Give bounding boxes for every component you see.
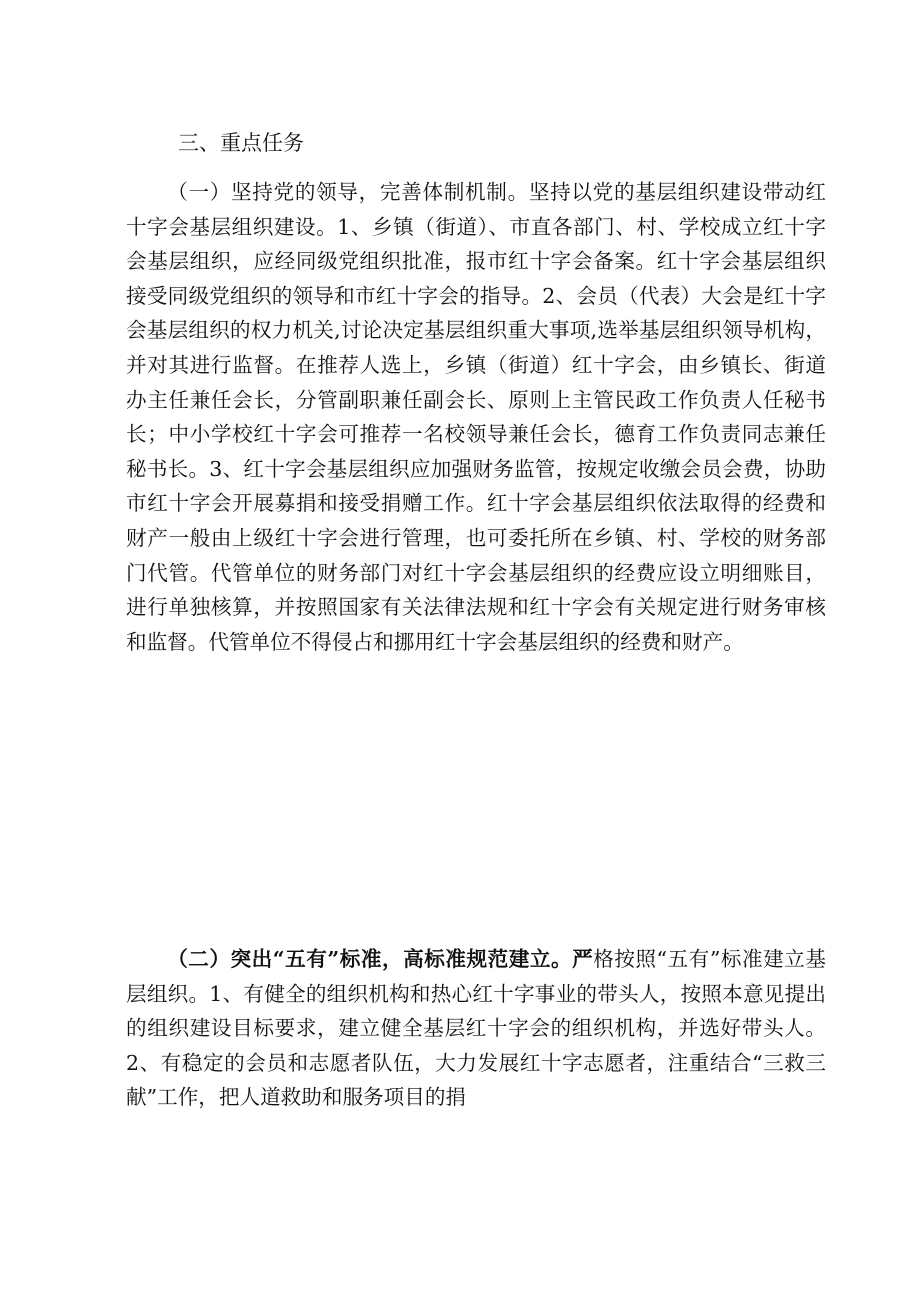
paragraph-1-text: （一）坚持党的领导，完善体制机制。坚持以党的基层组织建设带动红十字会基层组织建设。1、乡镇（街道）、市直各部门、村、学校成立红十字会基层组织，应经同级党组织批准，报市红十字会备案。红十字会基层组织接受同级党组织的领导和市红十字会的指导。2、会员（代表）大会是红十字会基层组织的权力机关,讨论决定基层组织重大事项,选举基层组织领导机构，并对其进行监督。在推荐人选上，乡镇（街道）红十字会，由乡镇长、街道办主任兼任会长，分管副职兼任副会长、原则上主管民政工作负责人任秘书长；中小学校红十字会可推荐一名校领导兼任会长，德育工作负责同志兼任秘书长。3、红十字会基层组织应加强财务监管，按规定收缴会员会费，协助市红十字会开展募捐和接受捐赠工作。红十字会基层组织依法取得的经费和财产一般由上级红十字会进行管理，也可委托所在乡镇、村、学校的财务部门代管。代管单位的财务部门对红十字会基层组织的经费应设立明细账目，进行单独核算，并按照国家有关法律法规和红十字会有关规定进行财务审核和监督。代管单位不得侵占和挪用红十字会基层组织的经费和财产。: [126, 180, 826, 654]
paragraph-1: [126, 175, 826, 659]
paragraph-2-bold-lead: （二）突出“五有”标准，高标准规范建立。严: [167, 947, 594, 971]
paragraph-2-text: 格按照“五有”标准建立基层组织。1、有健全的组织机构和热心红十字事业的带头人，按照本意见提出的组织建设目标要求，建立健全基层红十字会的组织机构，并选好带头人。2、有稳定的会员和志愿者队伍，大力发展红十字志愿者，注重结合“三救三献”工作，把人道救助和服务项目的捐: [126, 947, 826, 1110]
section-heading: 三、重点任务: [178, 131, 304, 155]
paragraph-2: [126, 942, 826, 1115]
